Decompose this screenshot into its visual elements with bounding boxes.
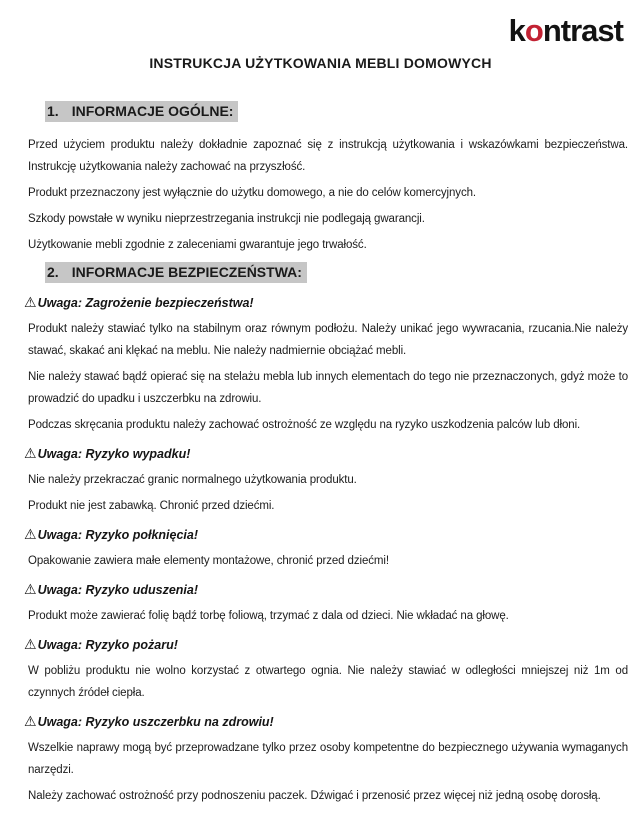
section-1-highlight: [45, 101, 238, 122]
warning-triangle-icon: ⚠: [24, 581, 37, 597]
warning-triangle-icon: ⚠: [24, 526, 37, 542]
paragraph: Szkody powstałe w wyniku nieprzestrzegania instrukcji nie podlegają gwarancji.: [28, 213, 425, 225]
warning-text: Uwaga: Ryzyko pożaru!: [37, 638, 178, 652]
paragraph: Produkt nie jest zabawką. Chronić przed dziećmi.: [28, 500, 275, 512]
paragraph: Podczas skręcania produktu należy zachować ostrożność ze względu na ryzyko uszkodzenia palców lub dłoni.: [28, 419, 581, 431]
section-2-heading: [45, 262, 641, 283]
section-1-heading: [45, 101, 641, 122]
warning-heading: [24, 633, 628, 656]
brand-logo: [0, 0, 641, 46]
warning-heading: [24, 710, 628, 733]
page-title: INSTRUKCJA UŻYTKOWANIA MEBLI DOMOWYCH: [149, 55, 492, 71]
paragraph: W pobliżu produktu nie wolno korzystać z otwartego ognia. Nie należy stawiać w odległości mniejszej niż 1m od czynnych źródeł ciepła.: [28, 665, 628, 699]
paragraph: Opakowanie zawiera małe elementy montażowe, chronić przed dziećmi!: [28, 555, 389, 567]
section-1-body: [24, 134, 628, 256]
warning-heading: [24, 523, 628, 546]
paragraph: Produkt może zawierać folię bądź torbę foliową, trzymać z dala od dzieci. Nie wkładać na głowę.: [28, 610, 509, 622]
warning-triangle-icon: ⚠: [24, 636, 37, 652]
warning-heading: [24, 578, 628, 601]
section-2-title: INFORMACJE BEZPIECZEŃSTWA:: [71, 264, 302, 280]
warning-triangle-icon: ⚠: [24, 445, 37, 461]
warning-heading: [24, 442, 628, 465]
section-2-body: [24, 291, 628, 807]
warning-triangle-icon: ⚠: [24, 294, 37, 310]
section-1-number: 1.: [47, 103, 59, 119]
warning-text: Uwaga: Ryzyko wypadku!: [37, 447, 191, 461]
warning-text: Uwaga: Zagrożenie bezpieczeństwa!: [37, 296, 254, 310]
paragraph: Wszelkie naprawy mogą być przeprowadzane tylko przez osoby kompetentne do bezpiecznego używania wymaganych narzędzi.: [28, 742, 628, 776]
logo-o-ring: o: [524, 13, 543, 48]
paragraph: Użytkowanie mebli zgodnie z zaleceniami gwarantuje jego trwałość.: [28, 239, 367, 251]
section-1-title: INFORMACJE OGÓLNE:: [71, 103, 234, 119]
section-2-highlight: [45, 262, 307, 283]
paragraph: Produkt przeznaczony jest wyłącznie do użytku domowego, a nie do celów komercyjnych.: [28, 187, 476, 199]
warning-triangle-icon: ⚠: [24, 713, 37, 729]
paragraph: Nie należy przekraczać granic normalnego użytkowania produktu.: [28, 474, 357, 486]
warning-text: Uwaga: Ryzyko połknięcia!: [37, 528, 199, 542]
logo-text-prefix: k: [508, 13, 525, 48]
warning-text: Uwaga: Ryzyko uszczerbku na zdrowiu!: [37, 715, 274, 729]
paragraph: Należy zachować ostrożność przy podnoszeniu paczek. Dźwigać i przenosić przez więcej niż jedną osobę dorosłą.: [28, 790, 601, 802]
logo-text-suffix: ntrast: [542, 13, 623, 48]
paragraph: Nie należy stawać bądź opierać się na stelażu mebla lub innych elementach do tego nie przeznaczonych, gdyż może to prowadzić do upadku i uszczerbku na zdrowiu.: [28, 371, 628, 405]
warning-text: Uwaga: Ryzyko uduszenia!: [37, 583, 199, 597]
paragraph: Produkt należy stawiać tylko na stabilnym oraz równym podłożu. Należy unikać jego wywracania, rzucania.Nie należy stawać, skakać ani klękać na meblu. Nie należy nadmiernie obciążać mebli.: [28, 323, 628, 357]
warning-heading: [24, 291, 628, 314]
section-2-number: 2.: [47, 264, 59, 280]
paragraph: Przed użyciem produktu należy dokładnie zapoznać się z instrukcją użytkowania i wskazówkami bezpieczeństwa. Instrukcję użytkowania należy zachować na przyszłość.: [28, 139, 628, 173]
